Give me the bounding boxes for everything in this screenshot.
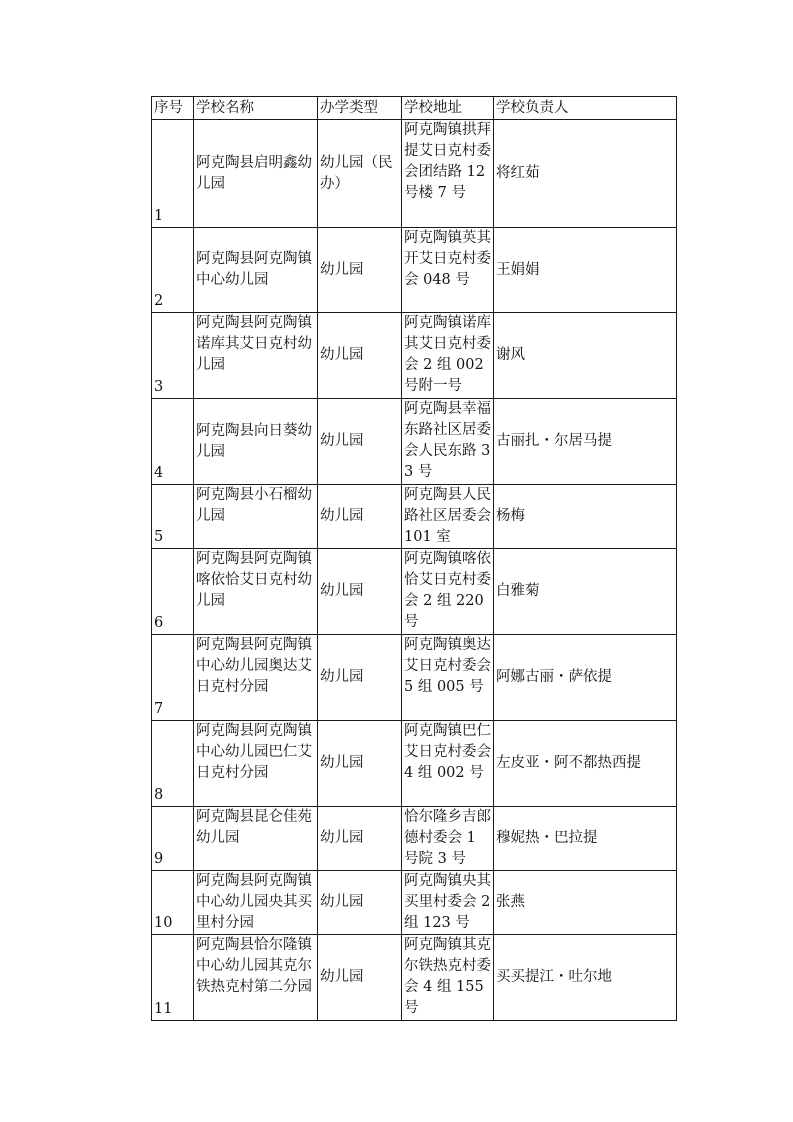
row-no: 9 bbox=[152, 807, 194, 871]
header-school-head: 学校负责人 bbox=[494, 97, 677, 120]
row-school-head: 王娟娟 bbox=[494, 228, 677, 313]
row-school-type: 幼儿园（民办） bbox=[318, 120, 402, 228]
row-no: 2 bbox=[152, 228, 194, 313]
row-no: 3 bbox=[152, 313, 194, 399]
header-no: 序号 bbox=[152, 97, 194, 120]
row-school-head: 买买提江・吐尔地 bbox=[494, 935, 677, 1021]
row-school-type: 幼儿园 bbox=[318, 871, 402, 935]
header-school-name: 学校名称 bbox=[194, 97, 318, 120]
header-school-type: 办学类型 bbox=[318, 97, 402, 120]
row-school-address: 阿克陶镇其克尔铁热克村委会 4 组 155 号 bbox=[402, 935, 494, 1021]
row-school-address: 阿克陶镇央其买里村委会 2 组 123 号 bbox=[402, 871, 494, 935]
row-school-type: 幼儿园 bbox=[318, 485, 402, 549]
row-school-address: 阿克陶镇喀依恰艾日克村委会 2 组 220 号 bbox=[402, 549, 494, 635]
row-school-name: 阿克陶县昆仑佳苑幼儿园 bbox=[194, 807, 318, 871]
row-school-type: 幼儿园 bbox=[318, 807, 402, 871]
row-school-head: 左皮亚・阿不都热西提 bbox=[494, 721, 677, 807]
table-row bbox=[152, 228, 677, 313]
kindergarten-roster-table bbox=[151, 96, 677, 1021]
table-row bbox=[152, 549, 677, 635]
row-school-name: 阿克陶县启明鑫幼儿园 bbox=[194, 120, 318, 228]
row-no: 11 bbox=[152, 935, 194, 1021]
row-school-name: 阿克陶县向日葵幼儿园 bbox=[194, 399, 318, 485]
row-no: 5 bbox=[152, 485, 194, 549]
row-school-head: 张燕 bbox=[494, 871, 677, 935]
row-school-address: 阿克陶镇诺库其艾日克村委会 2 组 002 号附一号 bbox=[402, 313, 494, 399]
row-school-address: 恰尔隆乡吉郎德村委会 1 号院 3 号 bbox=[402, 807, 494, 871]
row-school-type: 幼儿园 bbox=[318, 935, 402, 1021]
row-school-head: 谢风 bbox=[494, 313, 677, 399]
table-row bbox=[152, 485, 677, 549]
table-header-row bbox=[152, 97, 677, 120]
table-row bbox=[152, 935, 677, 1021]
row-school-address: 阿克陶县幸福东路社区居委会人民东路 33 号 bbox=[402, 399, 494, 485]
row-school-head: 穆妮热・巴拉提 bbox=[494, 807, 677, 871]
row-school-name: 阿克陶县阿克陶镇诺库其艾日克村幼儿园 bbox=[194, 313, 318, 399]
row-no: 4 bbox=[152, 399, 194, 485]
row-school-type: 幼儿园 bbox=[318, 549, 402, 635]
row-school-address: 阿克陶镇英其开艾日克村委会 048 号 bbox=[402, 228, 494, 313]
row-school-name: 阿克陶县阿克陶镇中心幼儿园奥达艾日克村分园 bbox=[194, 635, 318, 721]
table-row bbox=[152, 721, 677, 807]
row-school-head: 古丽扎・尔居马提 bbox=[494, 399, 677, 485]
row-school-address: 阿克陶镇奥达艾日克村委会 5 组 005 号 bbox=[402, 635, 494, 721]
row-no: 1 bbox=[152, 120, 194, 228]
row-school-head: 将红茹 bbox=[494, 120, 677, 228]
row-school-name: 阿克陶县恰尔隆镇中心幼儿园其克尔铁热克村第二分园 bbox=[194, 935, 318, 1021]
row-school-type: 幼儿园 bbox=[318, 399, 402, 485]
table-row bbox=[152, 871, 677, 935]
table-row bbox=[152, 635, 677, 721]
header-school-address: 学校地址 bbox=[402, 97, 494, 120]
row-school-type: 幼儿园 bbox=[318, 721, 402, 807]
row-school-type: 幼儿园 bbox=[318, 313, 402, 399]
table-row bbox=[152, 399, 677, 485]
row-school-address: 阿克陶镇巴仁艾日克村委会 4 组 002 号 bbox=[402, 721, 494, 807]
row-school-head: 杨梅 bbox=[494, 485, 677, 549]
row-no: 10 bbox=[152, 871, 194, 935]
row-school-address: 阿克陶县人民路社区居委会 101 室 bbox=[402, 485, 494, 549]
table-row bbox=[152, 120, 677, 228]
row-school-name: 阿克陶县阿克陶镇喀依恰艾日克村幼儿园 bbox=[194, 549, 318, 635]
row-no: 7 bbox=[152, 635, 194, 721]
row-school-name: 阿克陶县阿克陶镇中心幼儿园央其买里村分园 bbox=[194, 871, 318, 935]
row-school-type: 幼儿园 bbox=[318, 635, 402, 721]
row-school-name: 阿克陶县小石榴幼儿园 bbox=[194, 485, 318, 549]
row-school-name: 阿克陶县阿克陶镇中心幼儿园巴仁艾日克村分园 bbox=[194, 721, 318, 807]
table-row bbox=[152, 313, 677, 399]
row-school-head: 白雅菊 bbox=[494, 549, 677, 635]
row-no: 6 bbox=[152, 549, 194, 635]
row-school-type: 幼儿园 bbox=[318, 228, 402, 313]
row-school-head: 阿娜古丽・萨依提 bbox=[494, 635, 677, 721]
table-row bbox=[152, 807, 677, 871]
row-no: 8 bbox=[152, 721, 194, 807]
row-school-name: 阿克陶县阿克陶镇中心幼儿园 bbox=[194, 228, 318, 313]
row-school-address: 阿克陶镇拱拜提艾日克村委会团结路 12 号楼 7 号 bbox=[402, 120, 494, 228]
